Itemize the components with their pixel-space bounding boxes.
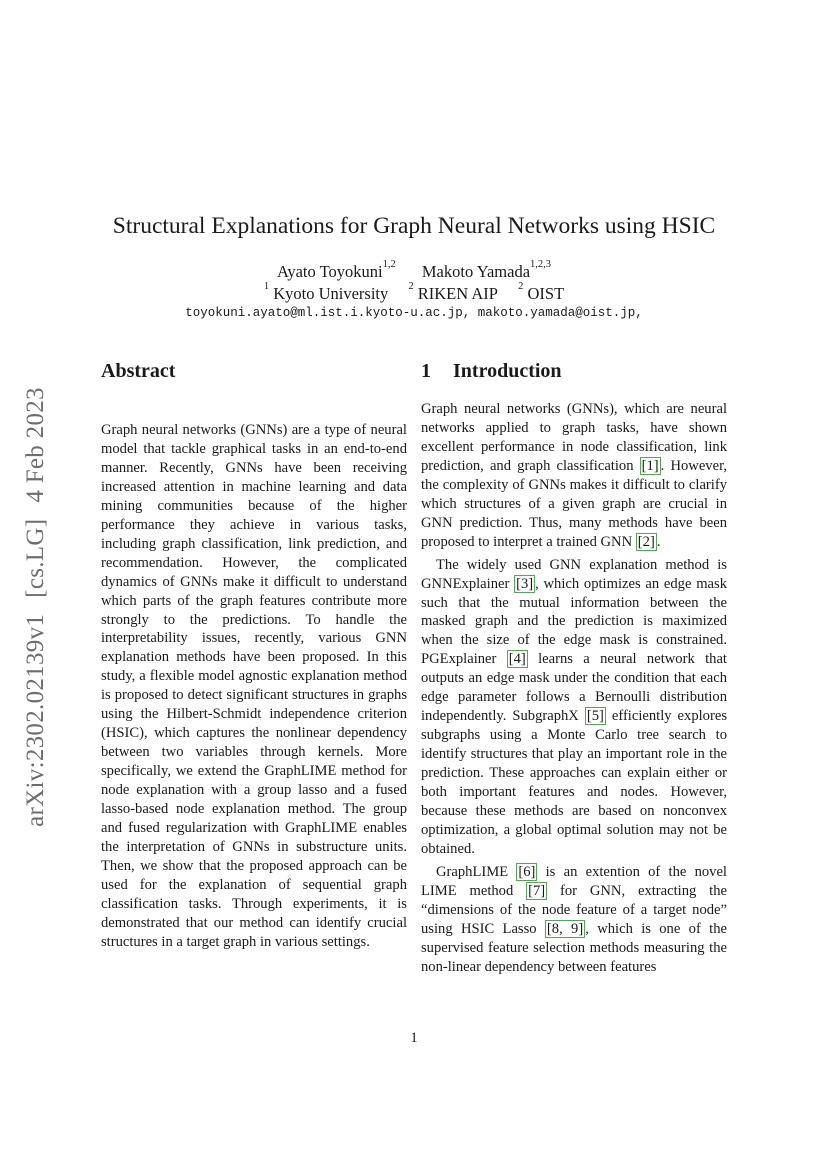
citation-link[interactable]: [7] <box>528 882 546 899</box>
paragraph-text: learns a neural network that outputs an edge mask under the condition that each edge parameter follows a Bernoulli distribution independently. SubgraphX <box>421 651 727 725</box>
citation-link[interactable]: [6] <box>518 863 536 880</box>
affiliation-marker: 2 <box>408 281 414 292</box>
paragraph-text: is an extention of the novel LIME method <box>421 863 727 899</box>
author-affiliation-marker: 1,2,3 <box>530 259 552 270</box>
section-number: 1 <box>421 360 431 382</box>
abstract-heading: Abstract <box>101 360 176 382</box>
citation-link[interactable]: [8, 9] <box>546 920 584 937</box>
citation-link[interactable]: [4] <box>508 651 526 668</box>
author-name: Ayato Toyokuni <box>276 262 383 281</box>
paper-title: Structural Explanations for Graph Neural Networks using HSIC <box>112 213 716 239</box>
abstract-text: Graph neural networks (GNNs) are a type of neural model that tackle graphical tasks in an end-to-end manner. Recently, GNNs have been receiving increased attention in machine learning and data mining communities because of the higher performance they achieve in various tasks, including graph classification, link prediction, and recommendation. However, the complicated dynamics of GNNs make it difficult to understand which parts of the graph features contribute more strongly to the predictions. To handle the interpretability issues, recently, various GNN explanation methods have been proposed. In this study, a flexible model agnostic explanation method is proposed to detect significant structures in graphs using the Hilbert-Schmidt independence criterion (HSIC), which captures the nonlinear dependency between two variables through kernels. More specifically, we extend the GraphLIME method for node explanation with a group lasso and a fused lasso-based node explanation method. The group and fused regularization with GraphLIME enables the interpretation of GNNs in substructure units. Then, we show that the proposed approach can be used for the explanation of sequential graph classification tasks. Through experiments, it is demonstrated that our method can identify crucial structures in a target graph in various settings. <box>101 422 407 950</box>
citation-link[interactable]: [1] <box>641 457 659 474</box>
affiliation-name: OIST <box>527 284 565 303</box>
affiliation-list <box>0 281 828 304</box>
paragraph-text: , which is one of the supervised feature selection methods measuring the non-linear dependency between features <box>421 920 727 975</box>
page-number: 1 <box>410 1030 418 1046</box>
paragraph-text: Graph neural networks (GNNs), which are neural networks applied to graph tasks, have shown excellent performance in node classification, link prediction, and graph classification <box>421 401 727 474</box>
paragraph-text: , which optimizes an edge mask such that the mutual information between the masked graph and the prediction is maximized when the size of the edge mask is constrained. PGExplainer <box>421 575 727 668</box>
paragraph-text: GraphLIME <box>436 863 517 880</box>
arxiv-category: [cs.LG] <box>22 518 49 598</box>
intro-paragraph-2 <box>421 556 727 859</box>
affiliation-marker: 2 <box>518 281 524 292</box>
intro-paragraph-3 <box>421 863 727 977</box>
author-affiliation-marker: 1,2 <box>382 259 396 270</box>
affiliation <box>263 281 389 304</box>
introduction-heading <box>421 360 562 383</box>
abstract-body <box>101 421 407 952</box>
author-emails: toyokuni.ayato@ml.ist.i.kyoto-u.ac.jp, makoto.yamada@oist.jp, <box>185 306 643 320</box>
citation-link[interactable]: [5] <box>586 708 604 725</box>
paragraph-text: . However, the complexity of GNNs makes it difficult to clarify which structures of a given graph are crucial in GNN prediction. Thus, many methods have been proposed to interpret a trained GNN <box>421 457 728 550</box>
introduction-body <box>421 400 727 977</box>
paragraph-text: The widely used GNN explanation method is GNNExplainer <box>421 556 727 592</box>
author <box>421 259 552 282</box>
affiliation-marker: 1 <box>263 281 270 292</box>
intro-paragraph-1 <box>421 400 727 552</box>
arxiv-date: 4 Feb 2023 <box>22 387 49 503</box>
author-list <box>0 259 828 282</box>
affiliation-name: Kyoto University <box>273 284 389 303</box>
affiliation-name: RIKEN AIP <box>417 284 498 303</box>
affiliation <box>518 281 565 304</box>
paragraph-text: . <box>656 533 661 550</box>
paragraph-text: for GNN, extracting the “dimensions of the node feature of a target node” using HSIC Lasso <box>421 882 727 937</box>
paragraph-text: efficiently explores subgraphs using a Monte Carlo tree search to identify structures that play an important role in the prediction. These approaches can explain either or both important features and nodes. However, because these methods are based on nonconvex optimization, a global optimal solution may not be obtained. <box>421 708 727 857</box>
arxiv-sidebar-stamp <box>22 372 50 842</box>
affiliation <box>408 281 498 304</box>
citation-link[interactable]: [3] <box>516 575 534 592</box>
author <box>276 259 396 282</box>
section-title: Introduction <box>453 360 562 382</box>
arxiv-id: arXiv:2302.02139v1 <box>22 613 49 827</box>
author-name: Makoto Yamada <box>421 262 531 281</box>
citation-link[interactable]: [2] <box>637 533 655 550</box>
